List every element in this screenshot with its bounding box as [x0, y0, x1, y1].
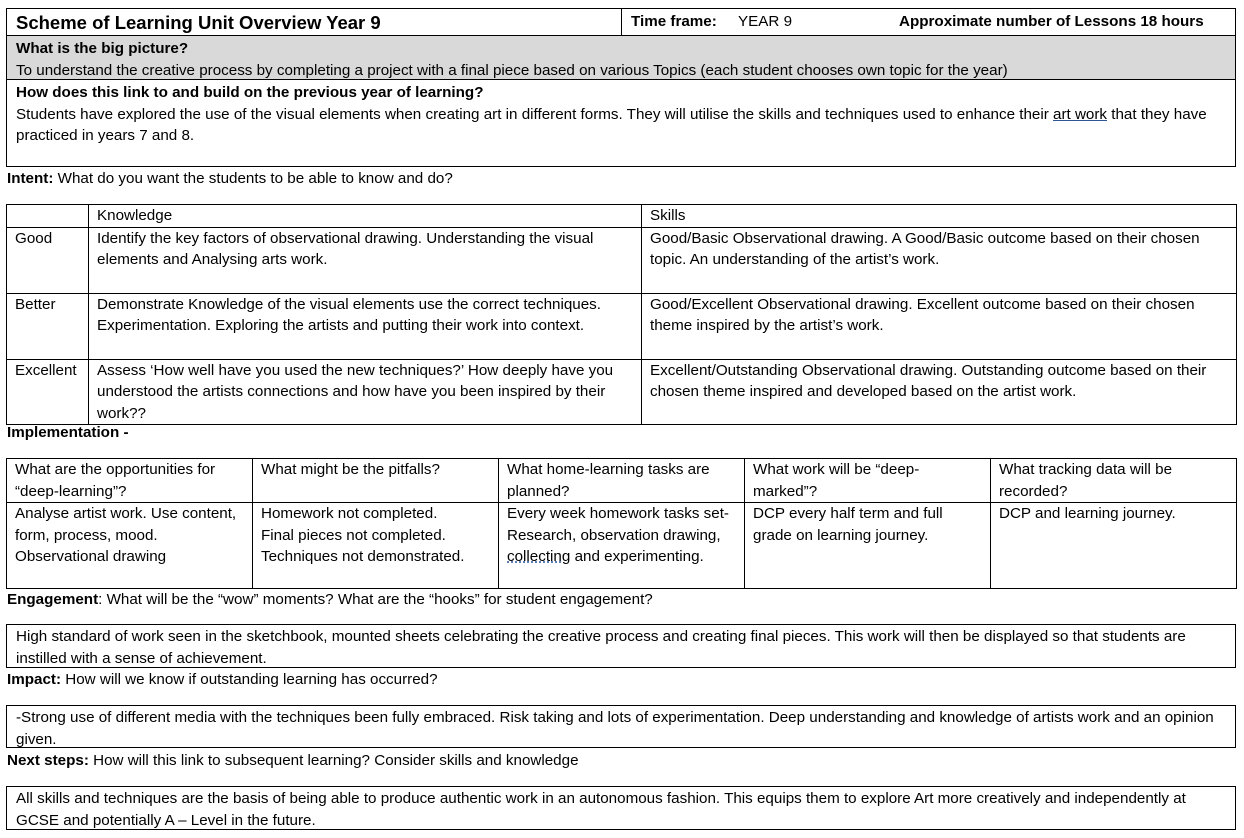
big-picture-heading: What is the big picture?: [16, 40, 189, 57]
implementation-label: Implementation -: [7, 424, 129, 441]
deep-marked-header: What work will be “deep-marked”?: [745, 459, 991, 503]
knowledge-header: Knowledge: [89, 205, 642, 228]
art-work-term: art work: [1053, 105, 1108, 123]
engagement-box: High standard of work seen in the sketchbook, mounted sheets celebrating the creative process and creating final pieces. This work will then be displayed so that students are instilled with a sense of achievement.: [6, 624, 1236, 668]
link-previous-section: [6, 80, 1236, 167]
intent-label: Intent:: [7, 170, 54, 187]
header-divider: [621, 9, 622, 35]
intent-table: [6, 204, 1237, 425]
deep-learning-cell: Analyse artist work. Use content, form, process, mood. Observational drawing: [7, 503, 253, 589]
time-frame-label: Time frame:: [631, 13, 717, 30]
home-learning-header: What home-learning tasks are planned?: [499, 459, 745, 503]
intent-row-better: [7, 293, 1237, 359]
link-previous-heading: How does this link to and build on the previous year of learning?: [16, 84, 484, 101]
big-picture-section: [6, 36, 1236, 80]
collecting-term: collecting: [507, 548, 571, 565]
page-title: Scheme of Learning Unit Overview Year 9: [16, 12, 381, 33]
implementation-table: [6, 458, 1237, 589]
intent-question: What do you want the students to be able to know and do?: [57, 170, 453, 187]
deep-marked-cell: DCP every half term and full grade on learning journey.: [745, 503, 991, 589]
tracking-data-cell: DCP and learning journey.: [991, 503, 1237, 589]
impact-question: How will we know if outstanding learning has occurred?: [65, 671, 438, 688]
skills-cell: Good/Excellent Observational drawing. Excellent outcome based on their chosen theme inspired by the artist’s work.: [642, 293, 1237, 359]
engagement-question: : What will be the “wow” moments? What are the “hooks” for student engagement?: [98, 591, 653, 608]
level-label: Excellent: [7, 359, 89, 425]
big-picture-text: To understand the creative process by completing a project with a final piece based on various Topics (each student chooses own topic for the year): [16, 61, 1008, 79]
next-steps-question: How will this link to subsequent learning? Consider skills and knowledge: [93, 752, 579, 769]
engagement-label: Engagement: [7, 591, 99, 608]
implementation-answer-row: [7, 503, 1237, 589]
intent-row-excellent: [7, 359, 1237, 425]
engagement-line: [7, 589, 653, 611]
header-bar: [6, 8, 1236, 36]
impact-box: -Strong use of different media with the techniques been fully embraced. Risk taking and lots of experimentation. Deep understanding and knowledge of artists work and an opinion given.: [6, 705, 1236, 748]
impact-label: Impact:: [7, 671, 62, 688]
skills-header: Skills: [642, 205, 1237, 228]
knowledge-cell: Demonstrate Knowledge of the visual elements use the correct techniques. Experimentation. Exploring the artists and putting their work into context.: [89, 293, 642, 359]
lessons-count: Approximate number of Lessons 18 hours: [899, 13, 1204, 30]
intent-row-good: [7, 227, 1237, 293]
pitfalls-cell: Homework not completed. Final pieces not completed. Techniques not demonstrated.: [253, 503, 499, 589]
next-steps-box: All skills and techniques are the basis of being able to produce authentic work in an autonomous fashion. This equips them to explore Art more creatively and independently at GCSE and potentially A – Level in the future.: [6, 786, 1236, 830]
intent-line: [7, 168, 453, 190]
implementation-header-row: [7, 459, 1237, 503]
pitfalls-header: What might be the pitfalls?: [253, 459, 499, 503]
next-steps-label: Next steps:: [7, 752, 89, 769]
intent-corner-cell: [7, 205, 89, 228]
level-label: Better: [7, 293, 89, 359]
link-previous-text: Students have explored the use of the visual elements when creating art in different forms. They will utilise the skills and techniques used to enhance their art work that they have practiced in years 7 and 8.: [16, 105, 1207, 144]
skills-cell: Excellent/Outstanding Observational drawing. Outstanding outcome based on their chosen theme inspired and developed based on the artist work.: [642, 359, 1237, 425]
knowledge-cell: Identify the key factors of observational drawing. Understanding the visual elements and Analysing arts work.: [89, 227, 642, 293]
level-label: Good: [7, 227, 89, 293]
tracking-data-header: What tracking data will be recorded?: [991, 459, 1237, 503]
impact-line: [7, 669, 438, 691]
time-frame-value: YEAR 9: [738, 13, 793, 30]
deep-learning-header: What are the opportunities for “deep-learning”?: [7, 459, 253, 503]
home-learning-cell: Every week homework tasks set-Research, observation drawing, collecting and experimenting.: [499, 503, 745, 589]
next-steps-line: [7, 750, 579, 772]
skills-cell: Good/Basic Observational drawing. A Good/Basic outcome based on their chosen topic. An understanding of the artist’s work.: [642, 227, 1237, 293]
knowledge-cell: Assess ‘How well have you used the new techniques?’ How deeply have you understood the artists connections and how have you been inspired by their work??: [89, 359, 642, 425]
